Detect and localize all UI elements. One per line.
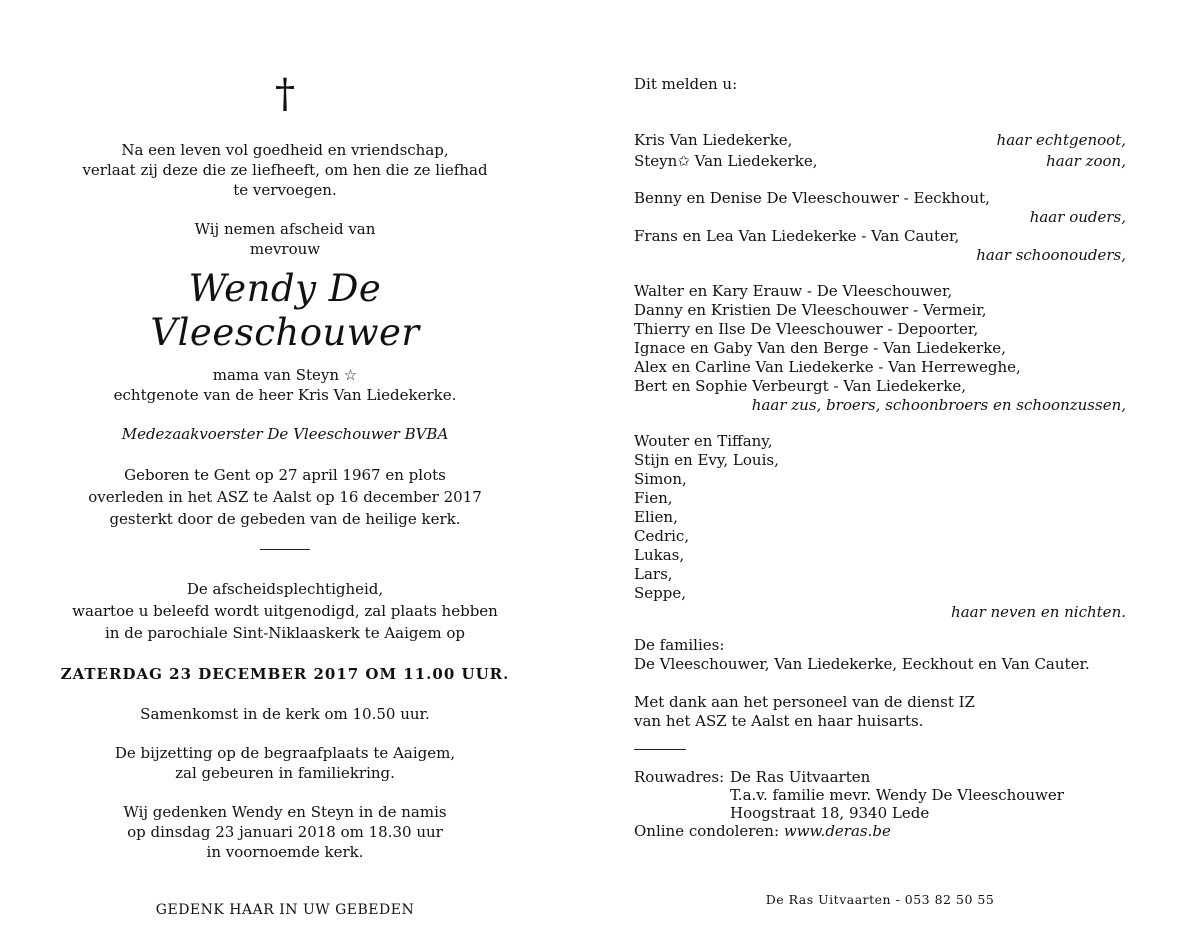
announcement-right <box>634 70 1126 841</box>
cross-icon: † <box>275 71 295 117</box>
address-block: Rouwadres: De Ras Uitvaarten T.a.v. familie mevr. Wendy De Vleeschouwer Hoogstraat 18, 9340 Lede Online condoleren: www.deras.be <box>634 768 1126 841</box>
separator <box>634 749 686 750</box>
closing-text: GEDENK HAAR IN UW GEBEDEN <box>155 902 415 918</box>
deceased-name: Wendy De Vleeschouwer <box>150 267 420 354</box>
intro-text: Na een leven vol goedheid en vriendschap, verlaat zij deze die ze liefheeft, om hen die ze liefhad te vervoegen. <box>82 141 488 199</box>
ceremony-text: De afscheidsplechtigheid, waartoe u beleefd wordt uitgenodigd, zal plaats hebben in de parochiale Sint-Niklaaskerk te Aaigem op <box>72 580 498 642</box>
families-block: De families: De Vleeschouwer, Van Liedekerke, Eeckhout en Van Cauter. <box>634 636 1090 673</box>
role-text: Medezaakvoerster De Vleeschouwer BVBA <box>121 425 449 443</box>
parents-block: Benny en Denise De Vleeschouwer - Eeckhout, haar ouders, Frans en Lea Van Liedekerke - Van Cauter, haar schoonouders, <box>634 189 1126 264</box>
rouw-row: Rouwadres: De Ras Uitvaarten <box>634 768 871 786</box>
meeting-text: Samenkomst in de kerk om 10.50 uur. <box>140 705 430 723</box>
nephews-block: Wouter en Tiffany, Stijn en Evy, Louis, Simon, Fien, Elien, Cedric, Lukas, Lars, Seppe, haar neven en nichten. <box>634 432 1126 621</box>
ceremony-date: ZATERDAG 23 DECEMBER 2017 OM 11.00 UUR. <box>60 665 510 683</box>
relation-text: mama van Steyn ☆ echtgenote van de heer Kris Van Liedekerke. <box>113 366 457 404</box>
farewell-text: Wij nemen afscheid van mevrouw <box>194 220 376 258</box>
son-row: Steyn✩ Van Liedekerke, haar zoon, <box>634 152 1126 170</box>
siblings-block: Walter en Kary Erauw - De Vleeschouwer, Danny en Kristien De Vleeschouwer - Vermeir, Thierry en Ilse De Vleeschouwer - Depoorter, Ignace en Gaby Van den Berge - Van Liedekerke, Alex en Carline Van Liedekerke - Van Herreweghe, Bert en Sophie Verbeurgt - Van Liedekerke, haar zus, broers, schoonbroers en schoonzussen, <box>634 282 1126 414</box>
separator <box>260 549 310 550</box>
announcement-left <box>50 70 520 920</box>
burial-text: De bijzetting op de begraafplaats te Aaigem, zal gebeuren in familiekring. <box>114 744 456 782</box>
spouse-row: Kris Van Liedekerke, haar echtgenoot, <box>634 131 1126 149</box>
condolence-link[interactable]: www.deras.be <box>783 822 891 840</box>
thanks-block: Met dank aan het personeel van de dienst IZ van het ASZ te Aalst en haar huisarts. <box>634 693 975 730</box>
memorial-text: Wij gedenken Wendy en Steyn in de namis op dinsdag 23 januari 2018 om 18.30 uur in voornoemde kerk. <box>123 803 447 861</box>
footer-text: De Ras Uitvaarten - 053 82 50 55 <box>765 892 995 907</box>
intro-text: Dit melden u: <box>634 75 738 93</box>
online-condolence: Online condoleren: www.deras.be <box>634 822 891 840</box>
spouse-son-block <box>634 130 1126 172</box>
birth-death-text: Geboren te Gent op 27 april 1967 en plots overleden in het ASZ te Aalst op 16 december 2017 gesterkt door de gebeden van de heilige kerk. <box>88 466 482 528</box>
